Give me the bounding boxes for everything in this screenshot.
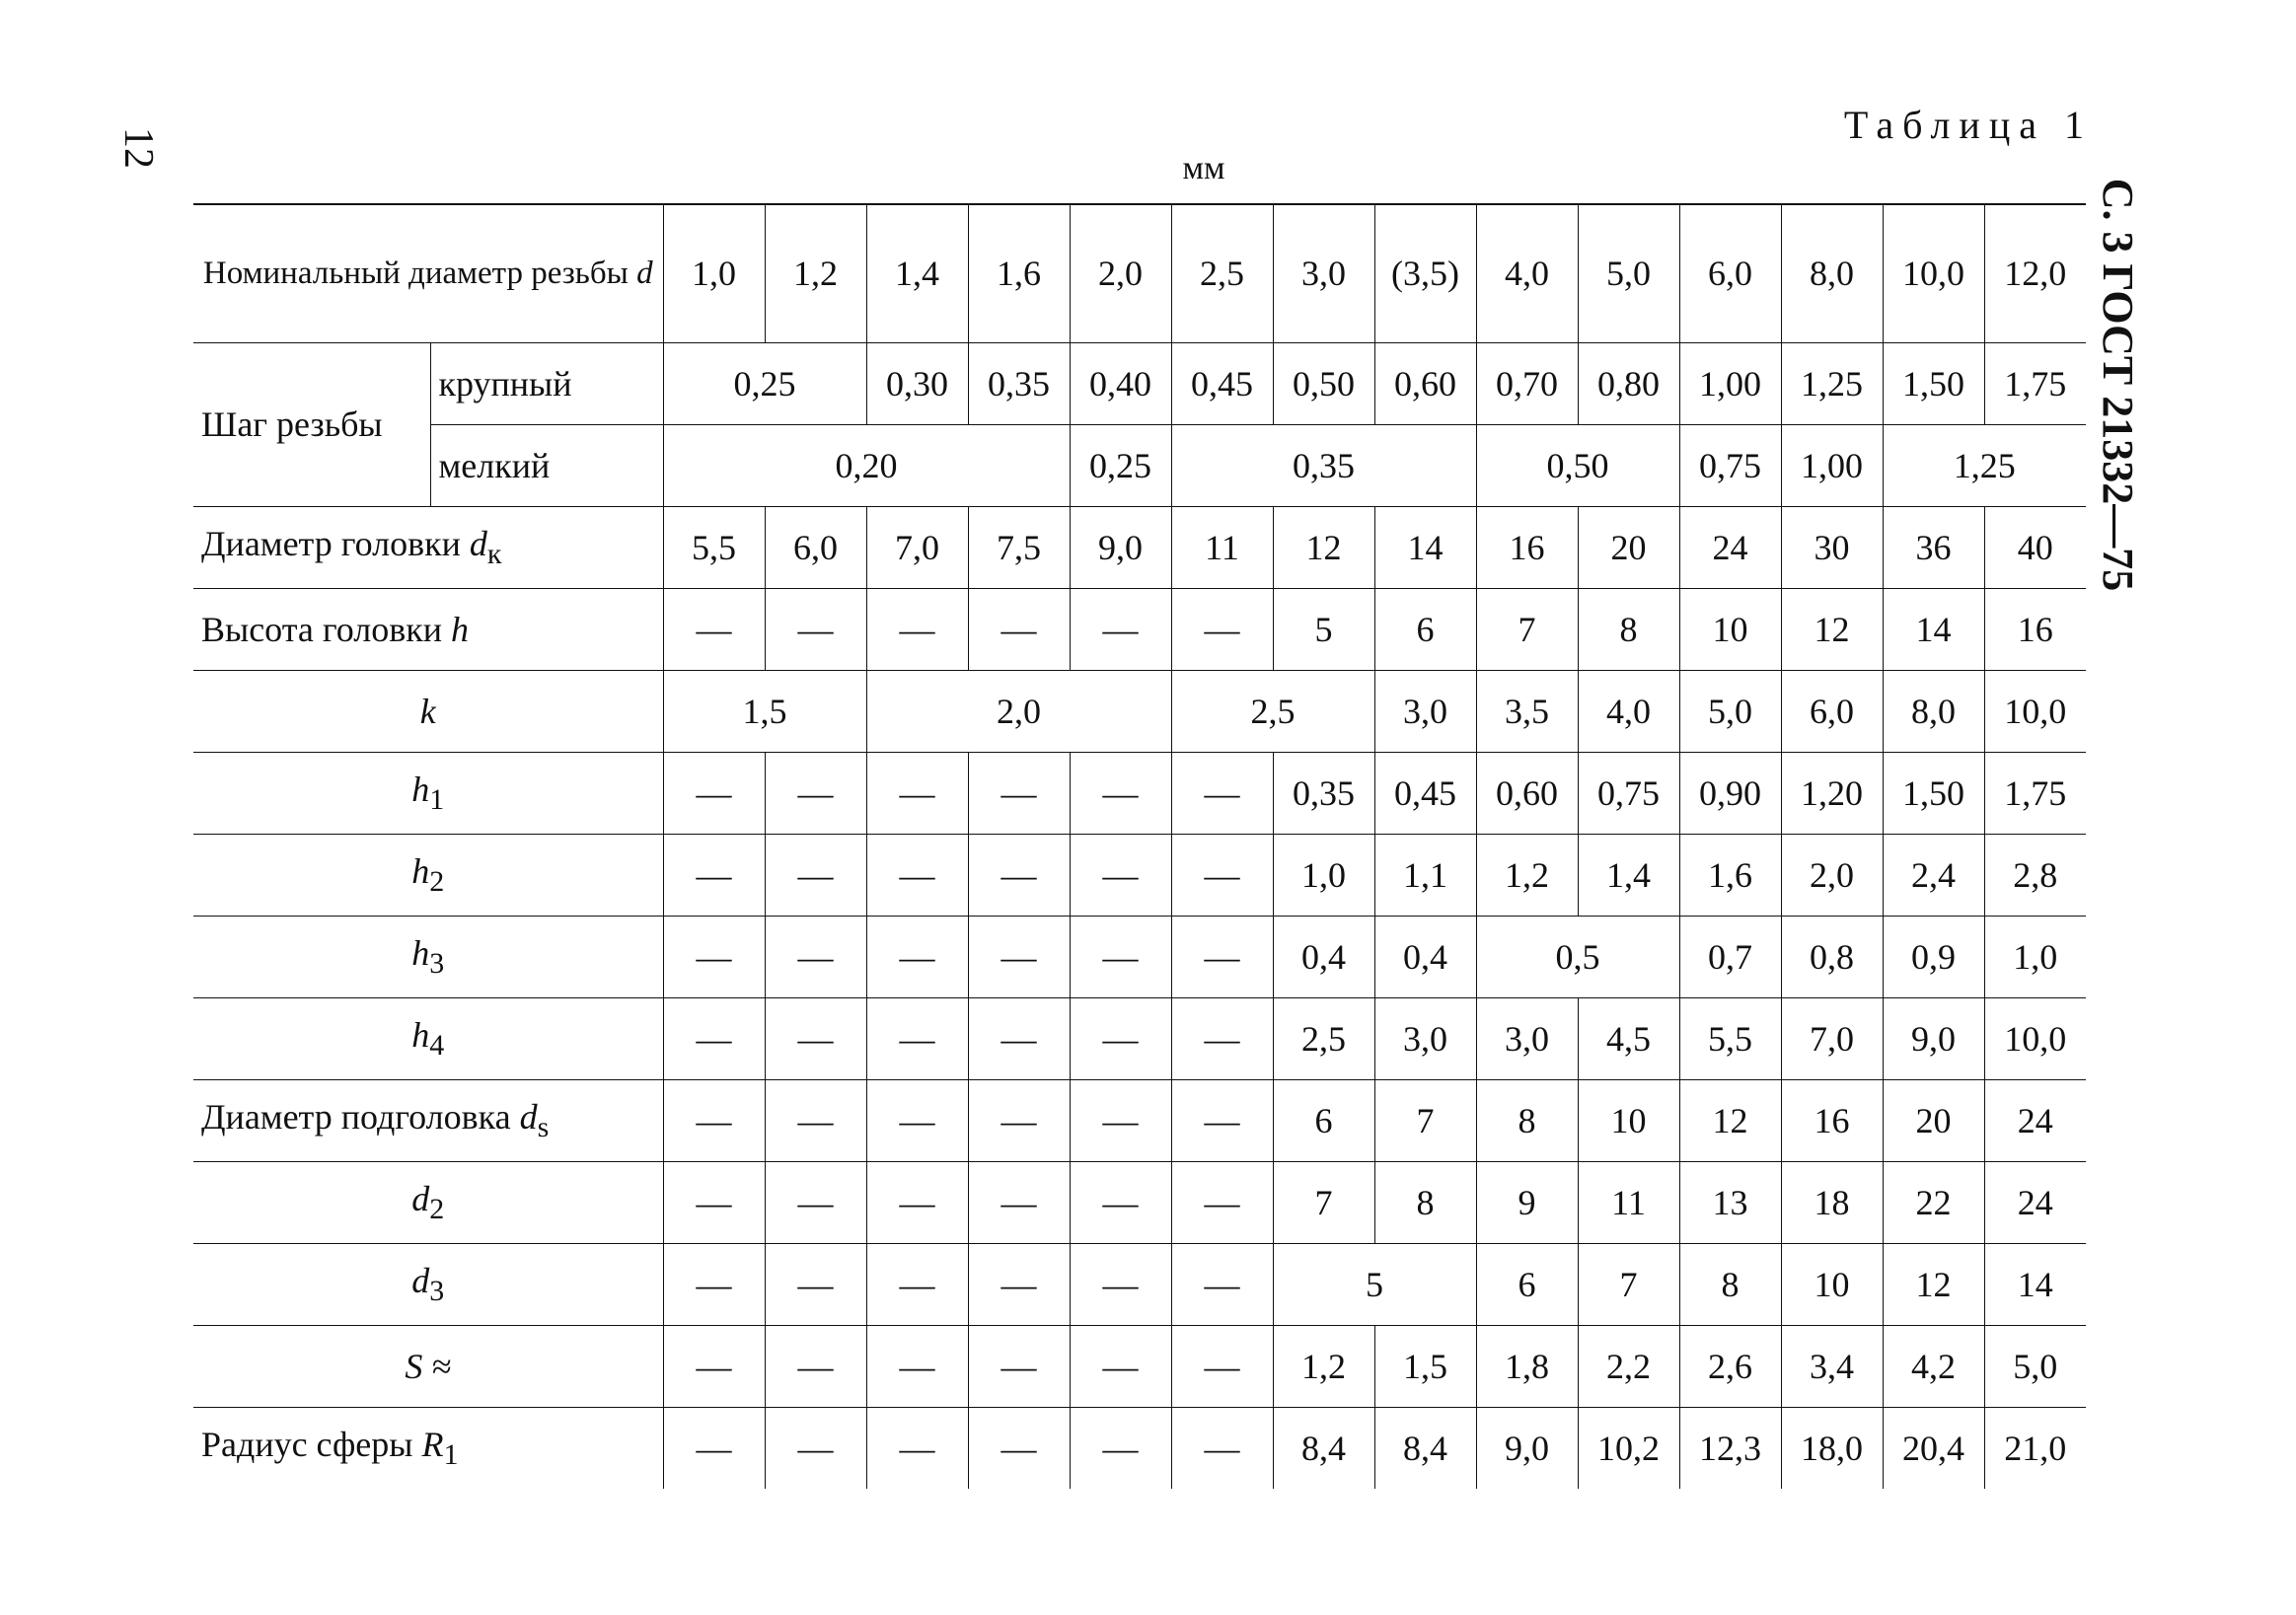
value-cell: 30	[1781, 506, 1883, 588]
value-cell: 4,2	[1883, 1325, 1984, 1407]
value-cell: 12	[1781, 588, 1883, 670]
value-cell: 7,0	[1781, 997, 1883, 1079]
value-cell: 8,4	[1273, 1407, 1374, 1489]
value-cell: 10,0	[1984, 997, 2086, 1079]
unit-label: мм	[1182, 150, 1225, 186]
value-cell: —	[968, 1407, 1070, 1489]
parameter-row	[193, 834, 2086, 916]
pitch-fine-cell: 0,50	[1476, 424, 1679, 506]
value-cell: —	[866, 834, 968, 916]
parameter-symbol: k	[419, 691, 436, 731]
value-cell: —	[765, 916, 866, 997]
pitch-coarse-cell: 0,35	[968, 342, 1070, 424]
value-cell: 0,7	[1679, 916, 1781, 997]
value-cell: 7	[1578, 1243, 1679, 1325]
value-cell: —	[1070, 1161, 1171, 1243]
pitch-coarse-row	[193, 342, 2086, 424]
pitch-fine-cell: 0,75	[1679, 424, 1781, 506]
parameter-label: Радиус сферы	[201, 1425, 413, 1465]
value-cell: 12	[1679, 1079, 1781, 1161]
value-cell: 2,0	[1781, 834, 1883, 916]
value-cell: 2,6	[1679, 1325, 1781, 1407]
value-cell: 2,5	[1171, 670, 1374, 752]
value-cell: —	[1070, 1079, 1171, 1161]
value-cell: 6,0	[765, 506, 866, 588]
value-cell: 5	[1273, 1243, 1476, 1325]
value-cell: 22	[1883, 1161, 1984, 1243]
value-cell: —	[866, 916, 968, 997]
pitch-coarse-cell: 0,30	[866, 342, 968, 424]
pitch-coarse-cell: 0,45	[1171, 342, 1273, 424]
value-cell: 10	[1679, 588, 1781, 670]
parameter-symbol: S ≈	[405, 1346, 452, 1386]
value-cell: —	[765, 1161, 866, 1243]
pitch-coarse-cell: 1,50	[1883, 342, 1984, 424]
value-cell: 14	[1984, 1243, 2086, 1325]
value-cell: 1,5	[663, 670, 866, 752]
parameter-symbol: d	[519, 1096, 538, 1137]
value-cell: —	[765, 1079, 866, 1161]
value-cell: —	[1171, 1161, 1273, 1243]
value-cell: 18,0	[1781, 1407, 1883, 1489]
parameter-row	[193, 1407, 2086, 1489]
value-cell: 7	[1273, 1161, 1374, 1243]
value-cell: 1,4	[1578, 834, 1679, 916]
value-cell: —	[968, 834, 1070, 916]
value-cell: 5,0	[1984, 1325, 2086, 1407]
value-cell: —	[968, 1079, 1070, 1161]
value-cell: 3,0	[1374, 670, 1476, 752]
parameter-label-cell	[193, 1079, 663, 1161]
value-cell: —	[968, 916, 1070, 997]
header-row	[193, 204, 2086, 342]
value-cell: 3,4	[1781, 1325, 1883, 1407]
parameter-label-cell	[193, 1161, 663, 1243]
value-cell: —	[765, 997, 866, 1079]
parameter-subscript: к	[486, 538, 502, 571]
header-diameter-cell: 2,5	[1171, 204, 1273, 342]
value-cell: —	[765, 1407, 866, 1489]
value-cell: —	[866, 1161, 968, 1243]
value-cell: 16	[1476, 506, 1578, 588]
value-cell: —	[1171, 588, 1273, 670]
value-cell: 8	[1476, 1079, 1578, 1161]
value-cell: 1,8	[1476, 1325, 1578, 1407]
value-cell: 10,2	[1578, 1407, 1679, 1489]
value-cell: 6	[1273, 1079, 1374, 1161]
value-cell: 2,2	[1578, 1325, 1679, 1407]
value-cell: 7	[1374, 1079, 1476, 1161]
value-cell: 1,2	[1476, 834, 1578, 916]
parameter-row	[193, 1079, 2086, 1161]
parameter-symbol: R	[421, 1425, 444, 1465]
pitch-coarse-cell: 0,25	[663, 342, 866, 424]
value-cell: —	[1070, 588, 1171, 670]
value-cell: 1,0	[1273, 834, 1374, 916]
header-diameter-cell: 2,0	[1070, 204, 1171, 342]
parameter-label-cell	[193, 997, 663, 1079]
parameter-label: Диаметр подголовка	[201, 1096, 511, 1137]
value-cell: —	[968, 997, 1070, 1079]
value-cell: 10	[1578, 1079, 1679, 1161]
value-cell: 1,1	[1374, 834, 1476, 916]
parameter-subscript: 1	[429, 783, 445, 817]
value-cell: 16	[1984, 588, 2086, 670]
value-cell: —	[663, 1161, 765, 1243]
dimensions-table	[193, 203, 2086, 1489]
value-cell: —	[1171, 1407, 1273, 1489]
table-title: Таблица 1	[1843, 103, 2093, 147]
value-cell: —	[866, 588, 968, 670]
header-diameter-cell: 3,0	[1273, 204, 1374, 342]
header-diameter-cell: 6,0	[1679, 204, 1781, 342]
pitch-fine-cell: 1,00	[1781, 424, 1883, 506]
pitch-coarse-cell: 0,60	[1374, 342, 1476, 424]
value-cell: —	[968, 1243, 1070, 1325]
value-cell: 6	[1374, 588, 1476, 670]
value-cell: —	[765, 752, 866, 834]
value-cell: 20	[1883, 1079, 1984, 1161]
value-cell: 0,60	[1476, 752, 1578, 834]
value-cell: 0,8	[1781, 916, 1883, 997]
value-cell: —	[866, 1325, 968, 1407]
pitch-coarse-cell: 1,25	[1781, 342, 1883, 424]
value-cell: 4,0	[1578, 670, 1679, 752]
value-cell: —	[1171, 997, 1273, 1079]
header-diameter-cell: (3,5)	[1374, 204, 1476, 342]
header-symbol: d	[636, 256, 653, 292]
parameter-symbol: d	[411, 1178, 430, 1218]
value-cell: 12	[1273, 506, 1374, 588]
value-cell: 11	[1578, 1161, 1679, 1243]
parameter-row	[193, 752, 2086, 834]
parameter-label: Диаметр головки	[201, 523, 461, 563]
pitch-fine-cell: 0,20	[663, 424, 1070, 506]
value-cell: —	[1070, 834, 1171, 916]
value-cell: —	[765, 834, 866, 916]
value-cell: 12	[1883, 1243, 1984, 1325]
parameter-subscript: 4	[429, 1029, 445, 1063]
parameter-row	[193, 588, 2086, 670]
header-diameter-cell: 4,0	[1476, 204, 1578, 342]
standard-side-label: С. 3 ГОСТ 21332—75	[2094, 178, 2142, 592]
value-cell: —	[1171, 916, 1273, 997]
value-cell: —	[765, 588, 866, 670]
pitch-fine-row	[193, 424, 2086, 506]
parameter-label-cell	[193, 752, 663, 834]
header-diameter-cell: 1,2	[765, 204, 866, 342]
value-cell: 2,0	[866, 670, 1171, 752]
value-cell: —	[968, 1325, 1070, 1407]
pitch-coarse-cell: 0,70	[1476, 342, 1578, 424]
header-label-cell	[193, 204, 663, 342]
value-cell: —	[968, 752, 1070, 834]
value-cell: 10	[1781, 1243, 1883, 1325]
value-cell: 20,4	[1883, 1407, 1984, 1489]
parameter-row	[193, 1161, 2086, 1243]
value-cell: —	[1070, 1325, 1171, 1407]
value-cell: —	[1070, 997, 1171, 1079]
value-cell: 40	[1984, 506, 2086, 588]
parameter-subscript: 2	[429, 1193, 445, 1226]
parameter-subscript: 3	[429, 1275, 445, 1308]
value-cell: —	[1171, 752, 1273, 834]
value-cell: 20	[1578, 506, 1679, 588]
value-cell: —	[866, 1079, 968, 1161]
value-cell: 1,2	[1273, 1325, 1374, 1407]
value-cell: —	[866, 752, 968, 834]
value-cell: 2,5	[1273, 997, 1374, 1079]
parameter-symbol: h	[450, 609, 469, 649]
value-cell: 8,0	[1883, 670, 1984, 752]
value-cell: 1,5	[1374, 1325, 1476, 1407]
value-cell: —	[1171, 1243, 1273, 1325]
header-diameter-cell: 1,4	[866, 204, 968, 342]
value-cell: —	[663, 588, 765, 670]
value-cell: 16	[1781, 1079, 1883, 1161]
value-cell: —	[1070, 752, 1171, 834]
parameter-label-cell	[193, 506, 663, 588]
header-diameter-cell: 5,0	[1578, 204, 1679, 342]
pitch-coarse-cell: 1,75	[1984, 342, 2086, 424]
parameter-label-cell	[193, 1407, 663, 1489]
value-cell: 3,0	[1374, 997, 1476, 1079]
value-cell: 1,50	[1883, 752, 1984, 834]
value-cell: —	[866, 997, 968, 1079]
value-cell: 3,5	[1476, 670, 1578, 752]
value-cell: 0,5	[1476, 916, 1679, 997]
pitch-fine-label: мелкий	[430, 424, 663, 506]
value-cell: 7,5	[968, 506, 1070, 588]
value-cell: —	[765, 1243, 866, 1325]
pitch-coarse-cell: 1,00	[1679, 342, 1781, 424]
value-cell: 0,4	[1273, 916, 1374, 997]
parameter-row	[193, 916, 2086, 997]
value-cell: 0,90	[1679, 752, 1781, 834]
header-label: Номинальный диаметр резьбы	[202, 256, 629, 292]
parameter-subscript: 3	[429, 947, 445, 981]
value-cell: 8	[1679, 1243, 1781, 1325]
value-cell: —	[663, 834, 765, 916]
value-cell: —	[968, 1161, 1070, 1243]
value-cell: —	[663, 997, 765, 1079]
value-cell: 9,0	[1476, 1407, 1578, 1489]
parameter-row	[193, 1325, 2086, 1407]
value-cell: 24	[1984, 1161, 2086, 1243]
value-cell: 1,20	[1781, 752, 1883, 834]
header-diameter-cell: 1,6	[968, 204, 1070, 342]
parameter-subscript: 2	[429, 865, 445, 899]
value-cell: 0,4	[1374, 916, 1476, 997]
value-cell: —	[663, 916, 765, 997]
value-cell: —	[663, 1079, 765, 1161]
value-cell: 5,5	[663, 506, 765, 588]
value-cell: 13	[1679, 1161, 1781, 1243]
parameter-label-cell	[193, 1325, 663, 1407]
header-diameter-cell: 12,0	[1984, 204, 2086, 342]
pitch-coarse-cell: 0,80	[1578, 342, 1679, 424]
parameter-label: Высота головки	[201, 609, 442, 649]
value-cell: 7	[1476, 588, 1578, 670]
value-cell: 4,5	[1578, 997, 1679, 1079]
pitch-fine-cell: 0,35	[1171, 424, 1476, 506]
value-cell: 24	[1679, 506, 1781, 588]
parameter-symbol: h	[411, 769, 430, 809]
header-diameter-cell: 8,0	[1781, 204, 1883, 342]
value-cell: 12,3	[1679, 1407, 1781, 1489]
value-cell: 8	[1578, 588, 1679, 670]
value-cell: 24	[1984, 1079, 2086, 1161]
value-cell: 6,0	[1781, 670, 1883, 752]
value-cell: 9	[1476, 1161, 1578, 1243]
value-cell: —	[663, 1325, 765, 1407]
value-cell: —	[1171, 1079, 1273, 1161]
value-cell: —	[866, 1243, 968, 1325]
value-cell: —	[1070, 1407, 1171, 1489]
pitch-coarse-label: крупный	[430, 342, 663, 424]
value-cell: —	[1171, 1325, 1273, 1407]
value-cell: —	[1171, 834, 1273, 916]
value-cell: —	[663, 1243, 765, 1325]
value-cell: 36	[1883, 506, 1984, 588]
value-cell: 8,4	[1374, 1407, 1476, 1489]
value-cell: 21,0	[1984, 1407, 2086, 1489]
value-cell: 5	[1273, 588, 1374, 670]
value-cell: 7,0	[866, 506, 968, 588]
parameter-row	[193, 1243, 2086, 1325]
value-cell: —	[765, 1325, 866, 1407]
value-cell: 2,4	[1883, 834, 1984, 916]
value-cell: —	[1070, 1243, 1171, 1325]
value-cell: —	[1070, 916, 1171, 997]
pitch-label: Шаг резьбы	[193, 342, 430, 506]
parameter-label-cell	[193, 1243, 663, 1325]
parameter-label-cell	[193, 670, 663, 752]
parameter-symbol: d	[469, 523, 487, 563]
value-cell: —	[663, 1407, 765, 1489]
value-cell: 2,8	[1984, 834, 2086, 916]
value-cell: 14	[1374, 506, 1476, 588]
value-cell: 0,45	[1374, 752, 1476, 834]
value-cell: 14	[1883, 588, 1984, 670]
pitch-fine-cell: 0,25	[1070, 424, 1171, 506]
parameter-label-cell	[193, 916, 663, 997]
value-cell: 5,0	[1679, 670, 1781, 752]
parameter-row	[193, 997, 2086, 1079]
pitch-coarse-cell: 0,40	[1070, 342, 1171, 424]
value-cell: 9,0	[1070, 506, 1171, 588]
parameter-label-cell	[193, 834, 663, 916]
value-cell: 0,35	[1273, 752, 1374, 834]
value-cell: 0,75	[1578, 752, 1679, 834]
pitch-fine-cell: 1,25	[1883, 424, 2086, 506]
value-cell: 8	[1374, 1161, 1476, 1243]
pitch-coarse-cell: 0,50	[1273, 342, 1374, 424]
parameter-symbol: h	[411, 850, 430, 891]
header-diameter-cell: 10,0	[1883, 204, 1984, 342]
value-cell: —	[968, 588, 1070, 670]
parameter-symbol: h	[411, 932, 430, 973]
value-cell: 1,75	[1984, 752, 2086, 834]
value-cell: 0,9	[1883, 916, 1984, 997]
value-cell: 1,6	[1679, 834, 1781, 916]
value-cell: 6	[1476, 1243, 1578, 1325]
parameter-row	[193, 670, 2086, 752]
value-cell: —	[663, 752, 765, 834]
value-cell: —	[866, 1407, 968, 1489]
parameter-subscript: s	[537, 1111, 550, 1144]
value-cell: 11	[1171, 506, 1273, 588]
value-cell: 5,5	[1679, 997, 1781, 1079]
value-cell: 9,0	[1883, 997, 1984, 1079]
parameter-row	[193, 506, 2086, 588]
value-cell: 3,0	[1476, 997, 1578, 1079]
value-cell: 10,0	[1984, 670, 2086, 752]
page-number: 12	[115, 127, 161, 169]
value-cell: 18	[1781, 1161, 1883, 1243]
parameter-symbol: h	[411, 1014, 430, 1055]
parameter-symbol: d	[411, 1260, 430, 1300]
parameter-subscript: 1	[443, 1438, 459, 1472]
value-cell: 1,0	[1984, 916, 2086, 997]
header-diameter-cell: 1,0	[663, 204, 765, 342]
parameter-label-cell	[193, 588, 663, 670]
